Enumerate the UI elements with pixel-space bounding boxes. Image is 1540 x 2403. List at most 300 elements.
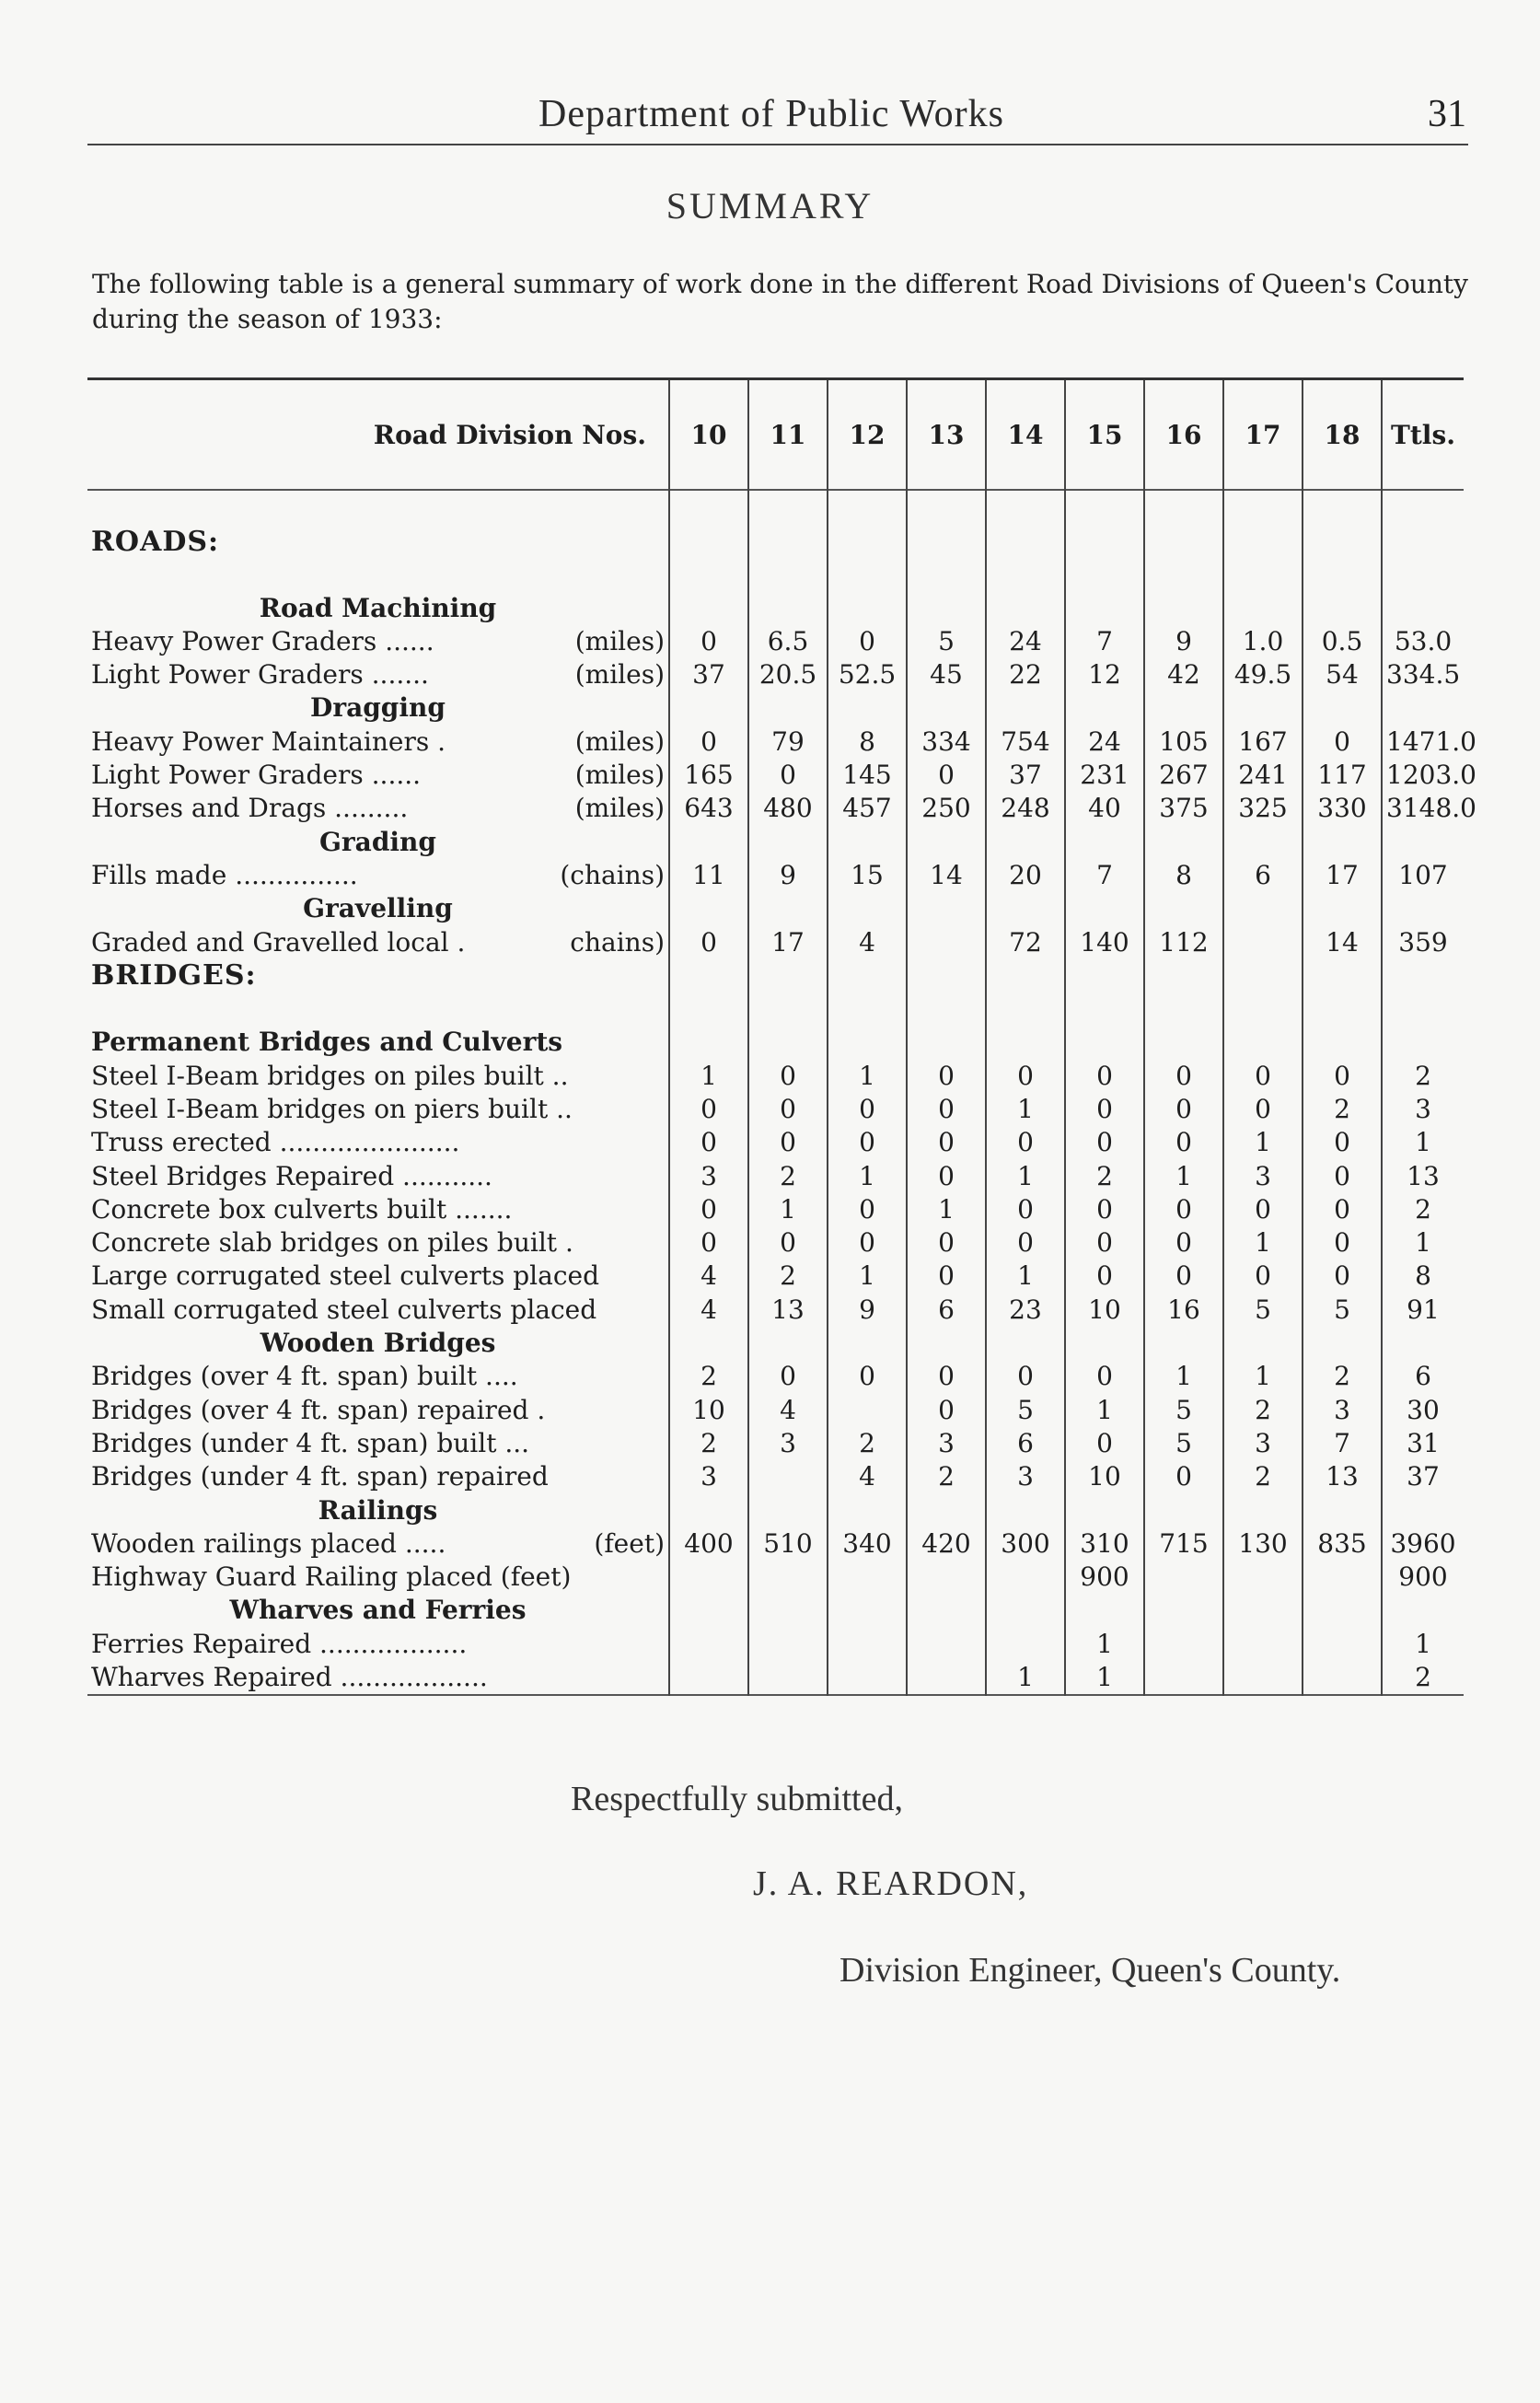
value-cell <box>828 1627 907 1660</box>
total-cell: 3148.0 <box>1382 792 1464 825</box>
row-label <box>87 1192 669 1225</box>
item-name: Wharves Repaired .................. <box>91 1662 488 1693</box>
value-cell: 4 <box>748 1393 828 1426</box>
table-row <box>87 1660 1464 1694</box>
total-cell: 1203.0 <box>1382 758 1464 791</box>
value-cell: 250 <box>907 792 986 825</box>
value-cell: 79 <box>748 725 828 758</box>
value-cell <box>1303 1660 1382 1694</box>
value-cell: 0 <box>669 624 748 657</box>
value-cell: 0 <box>828 1126 907 1159</box>
value-cell: 3 <box>748 1426 828 1459</box>
section-row <box>87 958 1464 992</box>
value-cell <box>1303 1561 1382 1594</box>
value-cell: 105 <box>1144 725 1223 758</box>
value-cell: 3 <box>1223 1426 1303 1459</box>
row-label <box>87 1126 669 1159</box>
table-row <box>87 1260 1464 1293</box>
value-cell: 0 <box>828 624 907 657</box>
value-cell: 1 <box>828 1260 907 1293</box>
value-cell: 0 <box>986 1226 1065 1260</box>
value-cell: 145 <box>828 758 907 791</box>
table-row <box>87 1393 1464 1426</box>
row-label <box>87 1426 669 1459</box>
subheading-row <box>87 1594 1464 1627</box>
value-cell: 1 <box>748 1192 828 1225</box>
column-header: 11 <box>748 379 828 491</box>
total-cell: 53.0 <box>1382 624 1464 657</box>
value-cell: 7 <box>1065 624 1144 657</box>
value-cell: 248 <box>986 792 1065 825</box>
value-cell: 1 <box>1223 1226 1303 1260</box>
table-row <box>87 792 1464 825</box>
table-row <box>87 1126 1464 1159</box>
value-cell <box>669 1561 748 1594</box>
value-cell: 12 <box>1065 657 1144 691</box>
value-cell: 0 <box>907 1092 986 1125</box>
column-header: 12 <box>828 379 907 491</box>
value-cell: 267 <box>1144 758 1223 791</box>
value-cell <box>669 1627 748 1660</box>
total-cell: 1 <box>1382 1226 1464 1260</box>
subheading-row <box>87 691 1464 725</box>
value-cell: 0 <box>748 1092 828 1125</box>
value-cell: 0 <box>1144 1260 1223 1293</box>
value-cell: 325 <box>1223 792 1303 825</box>
value-cell: 480 <box>748 792 828 825</box>
value-cell: 15 <box>828 858 907 891</box>
row-label <box>87 792 669 825</box>
value-cell: 117 <box>1303 758 1382 791</box>
value-cell: 37 <box>986 758 1065 791</box>
item-name: Highway Guard Railing placed (feet) <box>91 1561 572 1593</box>
value-cell: 4 <box>828 1460 907 1493</box>
value-cell: 0 <box>748 1059 828 1092</box>
value-cell: 13 <box>748 1293 828 1326</box>
value-cell: 49.5 <box>1223 657 1303 691</box>
row-label <box>87 1159 669 1192</box>
value-cell: 13 <box>1303 1460 1382 1493</box>
subheading-gravelling: Gravelling <box>303 893 453 924</box>
value-cell: 20.5 <box>748 657 828 691</box>
value-cell: 0 <box>1144 1460 1223 1493</box>
value-cell: 0 <box>748 758 828 791</box>
value-cell <box>986 1561 1065 1594</box>
value-cell <box>1144 1627 1223 1660</box>
value-cell <box>828 1393 907 1426</box>
value-cell: 6 <box>907 1293 986 1326</box>
column-header: 13 <box>907 379 986 491</box>
value-cell: 165 <box>669 758 748 791</box>
value-cell: 1 <box>828 1159 907 1192</box>
value-cell: 167 <box>1223 725 1303 758</box>
value-cell: 0 <box>1223 1260 1303 1293</box>
value-cell: 231 <box>1065 758 1144 791</box>
row-label <box>87 1260 669 1293</box>
value-cell <box>669 1660 748 1694</box>
item-name: Ferries Repaired .................. <box>91 1628 468 1659</box>
item-name: Fills made ............... <box>91 859 358 890</box>
total-cell: 2 <box>1382 1192 1464 1225</box>
table-row <box>87 1561 1464 1594</box>
item-name: Truss erected ...................... <box>91 1127 460 1158</box>
value-cell: 112 <box>1144 925 1223 958</box>
value-cell: 0 <box>1303 725 1382 758</box>
value-cell: 2 <box>828 1426 907 1459</box>
table-row <box>87 624 1464 657</box>
value-cell: 16 <box>1144 1293 1223 1326</box>
subheading-row <box>87 892 1464 925</box>
row-label <box>87 657 669 691</box>
row-label <box>87 925 669 958</box>
row-label <box>87 1660 669 1694</box>
signer-title: Division Engineer, Queen's County. <box>839 1951 1341 1990</box>
page-title: SUMMARY <box>666 185 874 226</box>
value-cell: 2 <box>748 1159 828 1192</box>
item-name: Wooden railings placed ..... <box>91 1527 446 1559</box>
item-name: Concrete box culverts built ....... <box>91 1193 513 1225</box>
running-title: Department of Public Works <box>538 93 1004 135</box>
item-name: Heavy Power Maintainers . <box>91 726 446 757</box>
value-cell: 400 <box>669 1527 748 1560</box>
value-cell: 11 <box>669 858 748 891</box>
value-cell: 3 <box>669 1460 748 1493</box>
value-cell: 0 <box>1303 1192 1382 1225</box>
value-cell <box>1144 1660 1223 1694</box>
value-cell: 1.0 <box>1223 624 1303 657</box>
value-cell: 1 <box>1144 1159 1223 1192</box>
subheading-row <box>87 1493 1464 1527</box>
row-label <box>87 1393 669 1426</box>
total-cell: 6 <box>1382 1360 1464 1393</box>
value-cell: 330 <box>1303 792 1382 825</box>
value-cell: 10 <box>1065 1460 1144 1493</box>
value-cell: 715 <box>1144 1527 1223 1560</box>
subheading-wooden-bridges: Wooden Bridges <box>260 1328 496 1359</box>
value-cell: 0 <box>1303 1126 1382 1159</box>
spacer-row <box>87 490 1464 524</box>
value-cell: 0 <box>907 758 986 791</box>
item-unit: (feet) <box>594 1527 665 1559</box>
total-cell: 2 <box>1382 1660 1464 1694</box>
item-name: Light Power Graders ...... <box>91 760 422 791</box>
value-cell <box>748 1660 828 1694</box>
value-cell: 3 <box>986 1460 1065 1493</box>
value-cell <box>907 1561 986 1594</box>
value-cell: 0 <box>1144 1192 1223 1225</box>
value-cell: 310 <box>1065 1527 1144 1560</box>
total-cell: 1 <box>1382 1126 1464 1159</box>
total-cell: 30 <box>1382 1393 1464 1426</box>
value-cell: 0 <box>1065 1226 1144 1260</box>
row-label <box>87 725 669 758</box>
column-header: 10 <box>669 379 748 491</box>
section-row <box>87 524 1464 557</box>
value-cell: 45 <box>907 657 986 691</box>
value-cell: 0 <box>1303 1059 1382 1092</box>
total-cell: 359 <box>1382 925 1464 958</box>
subheading-dragging: Dragging <box>310 692 446 724</box>
value-cell <box>748 1561 828 1594</box>
item-unit: (miles) <box>574 726 665 757</box>
value-cell: 7 <box>1065 858 1144 891</box>
value-cell: 3 <box>669 1159 748 1192</box>
value-cell: 0 <box>1303 1159 1382 1192</box>
item-name: Graded and Gravelled local . <box>91 926 466 958</box>
value-cell: 2 <box>1065 1159 1144 1192</box>
value-cell: 0 <box>986 1059 1065 1092</box>
running-header <box>87 92 1468 149</box>
value-cell: 0 <box>1223 1192 1303 1225</box>
value-cell: 7 <box>1303 1426 1382 1459</box>
total-cell: 2 <box>1382 1059 1464 1092</box>
table-row <box>87 758 1464 791</box>
value-cell: 0 <box>669 1226 748 1260</box>
value-cell: 0 <box>1223 1059 1303 1092</box>
item-name: Horses and Drags ......... <box>91 793 409 824</box>
value-cell: 0 <box>828 1360 907 1393</box>
value-cell: 835 <box>1303 1527 1382 1560</box>
value-cell: 17 <box>748 925 828 958</box>
table-row <box>87 1059 1464 1092</box>
item-name: Bridges (under 4 ft. span) built ... <box>91 1427 530 1458</box>
value-cell: 140 <box>1065 925 1144 958</box>
value-cell: 20 <box>986 858 1065 891</box>
item-unit: chains) <box>570 926 665 958</box>
row-label <box>87 1527 669 1560</box>
value-cell: 8 <box>828 725 907 758</box>
value-cell: 0 <box>669 925 748 958</box>
column-header-totals: Ttls. <box>1382 379 1464 491</box>
value-cell: 3 <box>1223 1159 1303 1192</box>
table-row <box>87 1092 1464 1125</box>
value-cell: 0 <box>1303 1226 1382 1260</box>
item-unit: (miles) <box>574 793 665 824</box>
table-row <box>87 1293 1464 1326</box>
table-row <box>87 1192 1464 1225</box>
value-cell: 0 <box>907 1059 986 1092</box>
value-cell: 4 <box>669 1293 748 1326</box>
value-cell <box>907 1627 986 1660</box>
subheading-row <box>87 1326 1464 1359</box>
row-label <box>87 1360 669 1393</box>
value-cell: 2 <box>669 1426 748 1459</box>
value-cell: 1 <box>986 1260 1065 1293</box>
row-label <box>87 1293 669 1326</box>
value-cell: 0 <box>986 1126 1065 1159</box>
value-cell: 10 <box>669 1393 748 1426</box>
value-cell: 0 <box>669 1092 748 1125</box>
item-name: Concrete slab bridges on piles built . <box>91 1227 573 1259</box>
total-cell: 1471.0 <box>1382 725 1464 758</box>
value-cell: 6.5 <box>748 624 828 657</box>
value-cell: 5 <box>1144 1393 1223 1426</box>
value-cell: 10 <box>1065 1293 1144 1326</box>
value-cell: 0 <box>748 1126 828 1159</box>
value-cell: 2 <box>1303 1092 1382 1125</box>
item-name: Bridges (over 4 ft. span) built .... <box>91 1361 518 1392</box>
value-cell: 0 <box>1303 1260 1382 1293</box>
row-label <box>87 624 669 657</box>
table-row <box>87 1527 1464 1560</box>
value-cell: 42 <box>1144 657 1223 691</box>
value-cell: 0 <box>1144 1059 1223 1092</box>
row-label <box>87 1092 669 1125</box>
value-cell: 2 <box>1223 1393 1303 1426</box>
item-name: Small corrugated steel culverts placed <box>91 1294 597 1325</box>
row-label <box>87 1059 669 1092</box>
value-cell: 0 <box>669 1126 748 1159</box>
value-cell: 1 <box>1223 1360 1303 1393</box>
row-label <box>87 758 669 791</box>
value-cell: 1 <box>1223 1126 1303 1159</box>
header-rule <box>87 144 1468 145</box>
value-cell: 0 <box>1065 1360 1144 1393</box>
value-cell: 0 <box>907 1226 986 1260</box>
value-cell: 9 <box>1144 624 1223 657</box>
column-header: 16 <box>1144 379 1223 491</box>
column-header: 14 <box>986 379 1065 491</box>
row-label <box>87 1627 669 1660</box>
table-header-row <box>87 379 1464 491</box>
value-cell <box>1223 1627 1303 1660</box>
value-cell: 22 <box>986 657 1065 691</box>
total-cell: 13 <box>1382 1159 1464 1192</box>
item-name: Heavy Power Graders ...... <box>91 625 434 656</box>
subheading-grading: Grading <box>319 826 436 857</box>
value-cell: 2 <box>669 1360 748 1393</box>
value-cell <box>748 1460 828 1493</box>
value-cell <box>907 925 986 958</box>
table-row <box>87 1226 1464 1260</box>
row-label <box>87 1561 669 1594</box>
total-cell: 3 <box>1382 1092 1464 1125</box>
item-unit: (chains) <box>560 859 665 890</box>
value-cell: 2 <box>1303 1360 1382 1393</box>
value-cell: 2 <box>1223 1460 1303 1493</box>
value-cell: 0 <box>1144 1092 1223 1125</box>
value-cell <box>1223 925 1303 958</box>
subheading-row <box>87 1026 1464 1059</box>
value-cell: 1 <box>986 1092 1065 1125</box>
item-unit: (miles) <box>574 659 665 691</box>
item-name: Steel I-Beam bridges on piles built .. <box>91 1060 569 1091</box>
table-row <box>87 858 1464 891</box>
section-title-roads: ROADS: <box>91 525 220 558</box>
row-label <box>87 858 669 891</box>
table-row <box>87 725 1464 758</box>
value-cell: 0.5 <box>1303 624 1382 657</box>
value-cell: 1 <box>907 1192 986 1225</box>
value-cell: 1 <box>986 1159 1065 1192</box>
value-cell: 1 <box>1065 1627 1144 1660</box>
total-cell: 8 <box>1382 1260 1464 1293</box>
value-cell: 0 <box>986 1360 1065 1393</box>
value-cell: 0 <box>1223 1092 1303 1125</box>
value-cell: 1 <box>986 1660 1065 1694</box>
value-cell: 24 <box>986 624 1065 657</box>
total-cell: 900 <box>1382 1561 1464 1594</box>
column-header: 15 <box>1065 379 1144 491</box>
value-cell: 300 <box>986 1527 1065 1560</box>
item-name: Large corrugated steel culverts placed <box>91 1260 600 1292</box>
value-cell: 334 <box>907 725 986 758</box>
section-title-bridges: BRIDGES: <box>91 959 257 993</box>
value-cell: 9 <box>828 1293 907 1326</box>
row-label <box>87 1460 669 1493</box>
value-cell: 5 <box>907 624 986 657</box>
value-cell: 24 <box>1065 725 1144 758</box>
value-cell <box>1223 1561 1303 1594</box>
value-cell: 0 <box>1065 1260 1144 1293</box>
spacer-row <box>87 558 1464 591</box>
value-cell <box>828 1561 907 1594</box>
column-header: 17 <box>1223 379 1303 491</box>
value-cell <box>907 1660 986 1694</box>
subheading-railings: Railings <box>318 1494 438 1526</box>
item-name: Bridges (over 4 ft. span) repaired . <box>91 1394 546 1425</box>
item-name: Bridges (under 4 ft. span) repaired <box>91 1461 549 1492</box>
value-cell: 37 <box>669 657 748 691</box>
value-cell: 0 <box>828 1192 907 1225</box>
value-cell: 0 <box>1065 1426 1144 1459</box>
table-row <box>87 1426 1464 1459</box>
value-cell: 0 <box>1065 1126 1144 1159</box>
total-cell: 3960 <box>1382 1527 1464 1560</box>
value-cell <box>748 1627 828 1660</box>
value-cell: 0 <box>907 1393 986 1426</box>
value-cell: 900 <box>1065 1561 1144 1594</box>
value-cell: 0 <box>1065 1192 1144 1225</box>
subheading-row <box>87 825 1464 858</box>
subheading-road-machining: Road Machining <box>259 592 497 623</box>
value-cell: 643 <box>669 792 748 825</box>
value-cell: 1 <box>828 1059 907 1092</box>
item-name: Steel I-Beam bridges on piers built .. <box>91 1093 573 1124</box>
value-cell: 0 <box>669 1192 748 1225</box>
value-cell: 1 <box>669 1059 748 1092</box>
subheading-permanent-bridges: Permanent Bridges and Culverts <box>91 1027 563 1058</box>
value-cell: 1 <box>1144 1360 1223 1393</box>
table-row <box>87 1159 1464 1192</box>
table-row <box>87 1360 1464 1393</box>
value-cell: 40 <box>1065 792 1144 825</box>
value-cell: 14 <box>1303 925 1382 958</box>
row-label <box>87 1226 669 1260</box>
value-cell: 17 <box>1303 858 1382 891</box>
value-cell: 4 <box>828 925 907 958</box>
value-cell: 0 <box>907 1159 986 1192</box>
total-cell: 334.5 <box>1382 657 1464 691</box>
table-row <box>87 657 1464 691</box>
total-cell: 91 <box>1382 1293 1464 1326</box>
spacer-row <box>87 992 1464 1025</box>
table-row <box>87 1460 1464 1493</box>
value-cell <box>1223 1660 1303 1694</box>
value-cell: 4 <box>669 1260 748 1293</box>
total-cell: 37 <box>1382 1460 1464 1493</box>
value-cell: 1 <box>1065 1660 1144 1694</box>
value-cell: 241 <box>1223 758 1303 791</box>
value-cell: 2 <box>748 1260 828 1293</box>
value-cell: 510 <box>748 1527 828 1560</box>
value-cell: 0 <box>907 1360 986 1393</box>
value-cell: 0 <box>828 1092 907 1125</box>
item-unit: (miles) <box>574 760 665 791</box>
value-cell <box>828 1660 907 1694</box>
value-cell: 0 <box>907 1260 986 1293</box>
value-cell: 0 <box>748 1226 828 1260</box>
